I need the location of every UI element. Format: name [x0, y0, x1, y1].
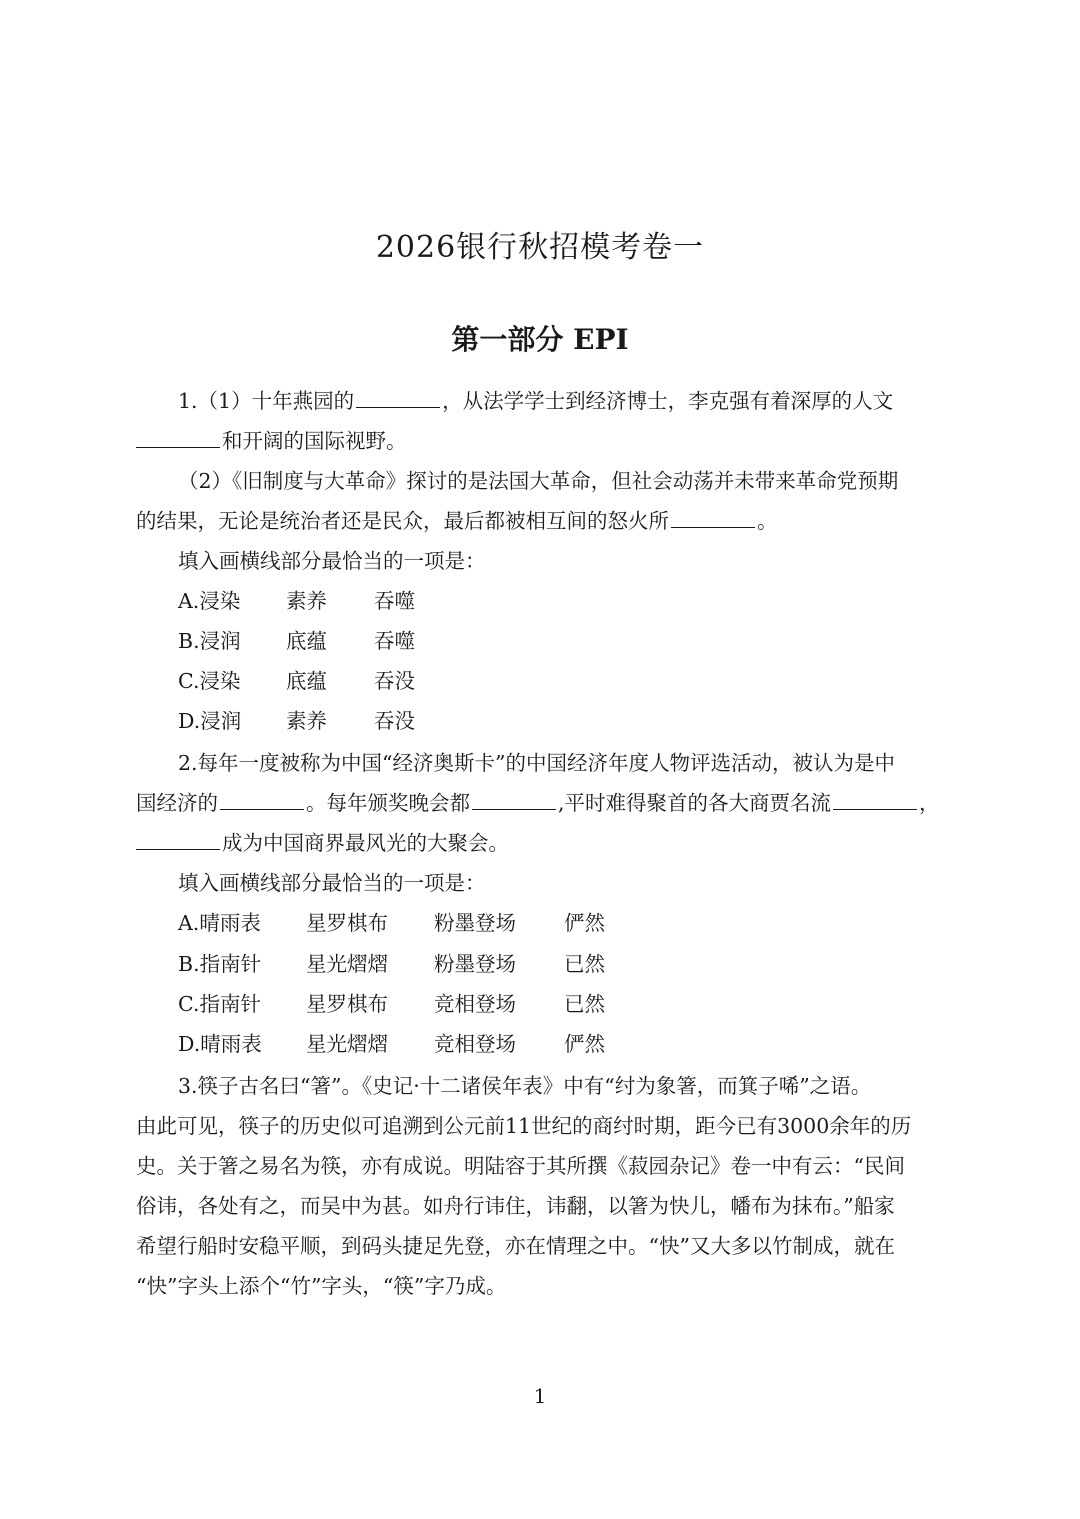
answer-blank [136, 425, 220, 448]
answer-blank [833, 787, 917, 810]
answer-blank [220, 787, 304, 810]
q3-line-5: 希望行船时安稳平顺，到码头捷足先登，亦在情理之中。“快”又大多以竹制成，就在 [136, 1234, 895, 1258]
q1-line-4 [136, 501, 946, 541]
q1-option-d: D.浸润 素养 吞没 [178, 709, 415, 733]
q1-text: 。 [757, 509, 778, 533]
q1-text: 的结果，无论是统治者还是民众，最后都被相互间的怒火所 [136, 509, 669, 533]
answer-blank [356, 385, 440, 408]
q1-text: 和开阔的国际视野。 [222, 429, 407, 453]
q1-text: 1.（1）十年燕园的 [178, 389, 355, 413]
q1-option-a: A.浸染 素养 吞噬 [178, 589, 415, 613]
answer-blank [472, 787, 556, 810]
exam-title: 2026银行秋招模考卷一 [375, 230, 705, 265]
answer-blank [671, 505, 755, 528]
q1-line-3: （2）《旧制度与大革命》探讨的是法国大革命，但社会动荡并未带来革命党预期 [178, 469, 899, 493]
q2-option-d: D.晴雨表 星光熠熠 竞相登场 俨然 [178, 1032, 605, 1056]
page-number: 1 [533, 1384, 547, 1408]
q3-line-1: 3.筷子古名曰“箸”。《史记·十二诸侯年表》中有“纣为象箸，而箕子唏”之语。 [178, 1074, 872, 1098]
q2-line-2: 国经济的 。每年颁奖晚会都 ,平时难得聚首的各大商贾名流 ， [136, 783, 946, 823]
q3-line-3: 史。关于箸之易名为筷，亦有成说。明陆容于其所撰《菽园杂记》卷一中有云：“民间 [136, 1154, 905, 1178]
q3-line-2: 由此可见，筷子的历史似可追溯到公元前11世纪的商纣时期，距今已有3000余年的历 [136, 1114, 912, 1138]
q2-option-b: B.指南针 星光熠熠 粉墨登场 已然 [178, 952, 605, 976]
section-heading: 第一部分 EPI [451, 323, 629, 356]
q1-text: ，从法学学士到经济博士，李克强有着深厚的人文 [442, 389, 894, 413]
q1-line-2 [136, 421, 946, 461]
q2-line-1: 2.每年一度被称为中国“经济奥斯卡”的中国经济年度人物评选活动，被认为是中 [178, 751, 896, 775]
q2-option-a: A.晴雨表 星罗棋布 粉墨登场 俨然 [178, 911, 605, 935]
q3-line-4: 俗讳，各处有之，而吴中为甚。如舟行讳住，讳翻，以箸为快儿，幡布为抹布。”船家 [136, 1194, 895, 1218]
q2-line-3: 成为中国商界最风光的大聚会。 [136, 823, 946, 863]
q2-prompt: 填入画横线部分最恰当的一项是： [178, 871, 486, 895]
q1-option-b: B.浸润 底蕴 吞噬 [178, 629, 415, 653]
q1-line-1 [178, 381, 988, 421]
q2-option-c: C.指南针 星罗棋布 竞相登场 已然 [178, 992, 605, 1016]
q1-prompt: 填入画横线部分最恰当的一项是： [178, 549, 486, 573]
q3-line-6: “快”字头上添个“竹”字头，“筷”字乃成。 [136, 1274, 507, 1298]
q1-option-c: C.浸染 底蕴 吞没 [178, 669, 415, 693]
answer-blank [136, 827, 220, 850]
